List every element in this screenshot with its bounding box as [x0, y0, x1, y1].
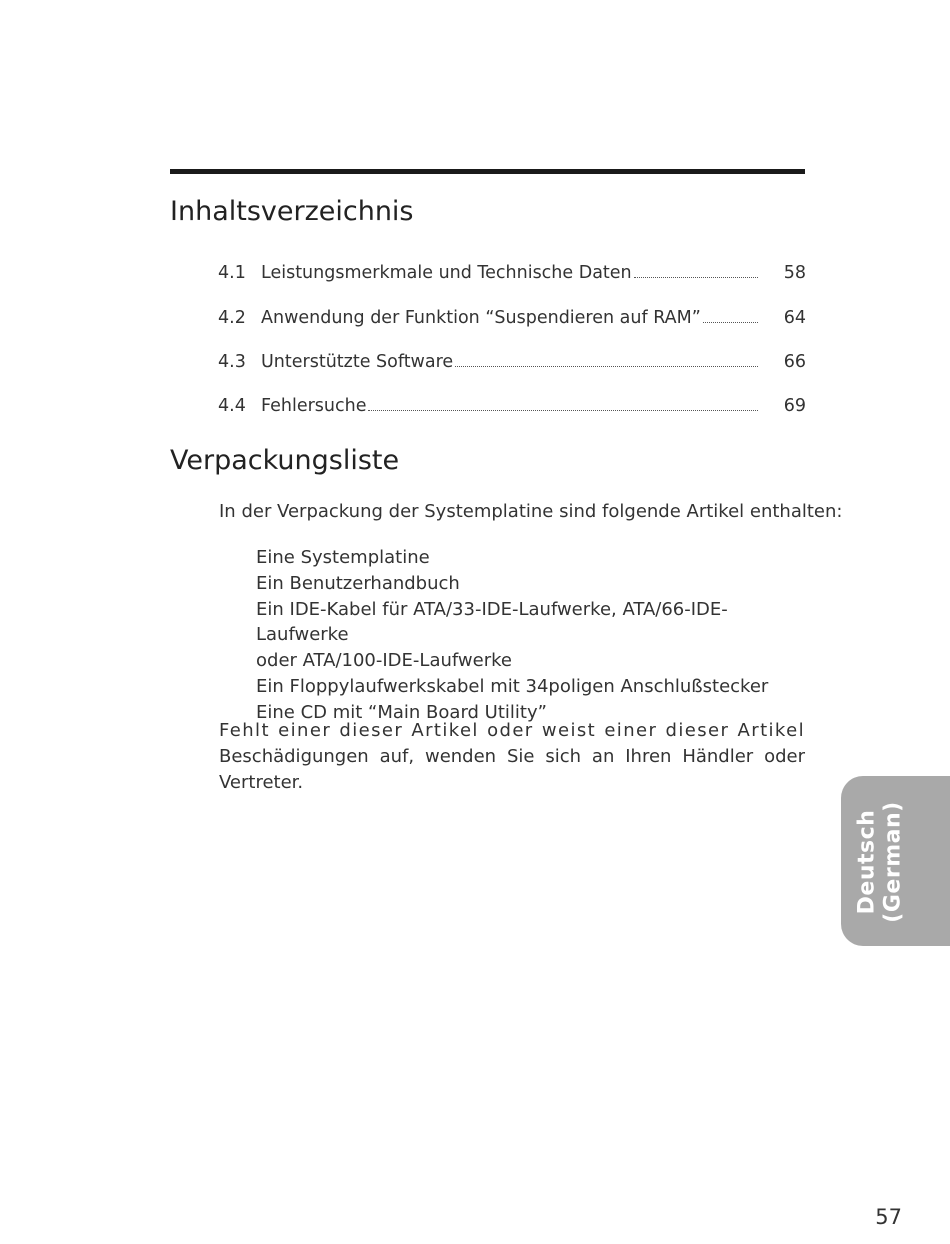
packing-intro: In der Verpackung der Systemplatine sind folgende Artikel enthalten:: [219, 501, 843, 522]
toc-dot-leader: [368, 396, 758, 411]
list-item: Eine CD mit “Main Board Utility”: [256, 701, 547, 723]
toc-entry-number: 4.2: [218, 308, 246, 328]
packing-items: [256, 545, 811, 726]
packing-closing-note: [219, 718, 805, 795]
language-tab-line-1: Deutsch: [855, 809, 880, 915]
list-item: Ein Floppylaufwerkskabel mit 34poligen Anschlußstecker: [256, 675, 769, 697]
closing-line-2: Beschädigungen auf, wenden Sie sich an Ihren Händler oder Vertreter.: [219, 745, 805, 793]
toc-entry-label-wrap: [261, 263, 758, 283]
list-item: Ein Benutzerhandbuch: [256, 572, 460, 594]
top-rule: [170, 169, 805, 174]
toc-entry-page: 69: [783, 396, 806, 416]
toc-entry-page: 66: [783, 352, 806, 372]
toc-entry-label: Unterstützte Software: [261, 352, 454, 372]
language-tab-label: [851, 800, 911, 924]
toc-entry-number: 4.1: [218, 263, 246, 283]
packing-list-heading: Verpackungsliste: [170, 445, 400, 476]
toc-entry-number: 4.3: [218, 352, 246, 372]
toc-entry-label: Anwendung der Funktion “Suspendieren auf RAM”: [261, 308, 701, 328]
toc-entry-number: 4.4: [218, 396, 246, 416]
toc-entry-label: Leistungsmerkmale und Technische Daten: [261, 263, 632, 283]
toc-entry: [218, 396, 806, 420]
toc-entry-label-wrap: [261, 396, 758, 416]
page-number: 57: [875, 1205, 902, 1229]
toc-dot-leader: [455, 352, 758, 367]
toc-dot-leader: [634, 263, 758, 278]
toc-entry-label-wrap: [261, 308, 758, 328]
toc-entry: [218, 308, 806, 332]
list-item: oder ATA/100-IDE-Laufwerke: [256, 650, 512, 672]
toc-heading: Inhaltsverzeichnis: [170, 196, 414, 227]
toc-entry-label: Fehlersuche: [261, 396, 367, 416]
toc-dot-leader: [703, 308, 758, 323]
toc-entry: [218, 263, 806, 287]
list-item: Eine Systemplatine: [256, 547, 430, 568]
language-tab-line-2: (German): [881, 801, 906, 923]
toc-entry: [218, 352, 806, 376]
list-item: Ein IDE-Kabel für ATA/33-IDE-Laufwerke, ATA/66-IDE-Laufwerke: [256, 598, 728, 646]
toc-entry-page: 64: [783, 308, 806, 328]
closing-line-1: Fehlt einer dieser Artikel oder weist einer dieser Artikel: [219, 720, 805, 741]
toc-entry-page: 58: [783, 263, 806, 283]
toc-entry-label-wrap: [261, 352, 758, 372]
